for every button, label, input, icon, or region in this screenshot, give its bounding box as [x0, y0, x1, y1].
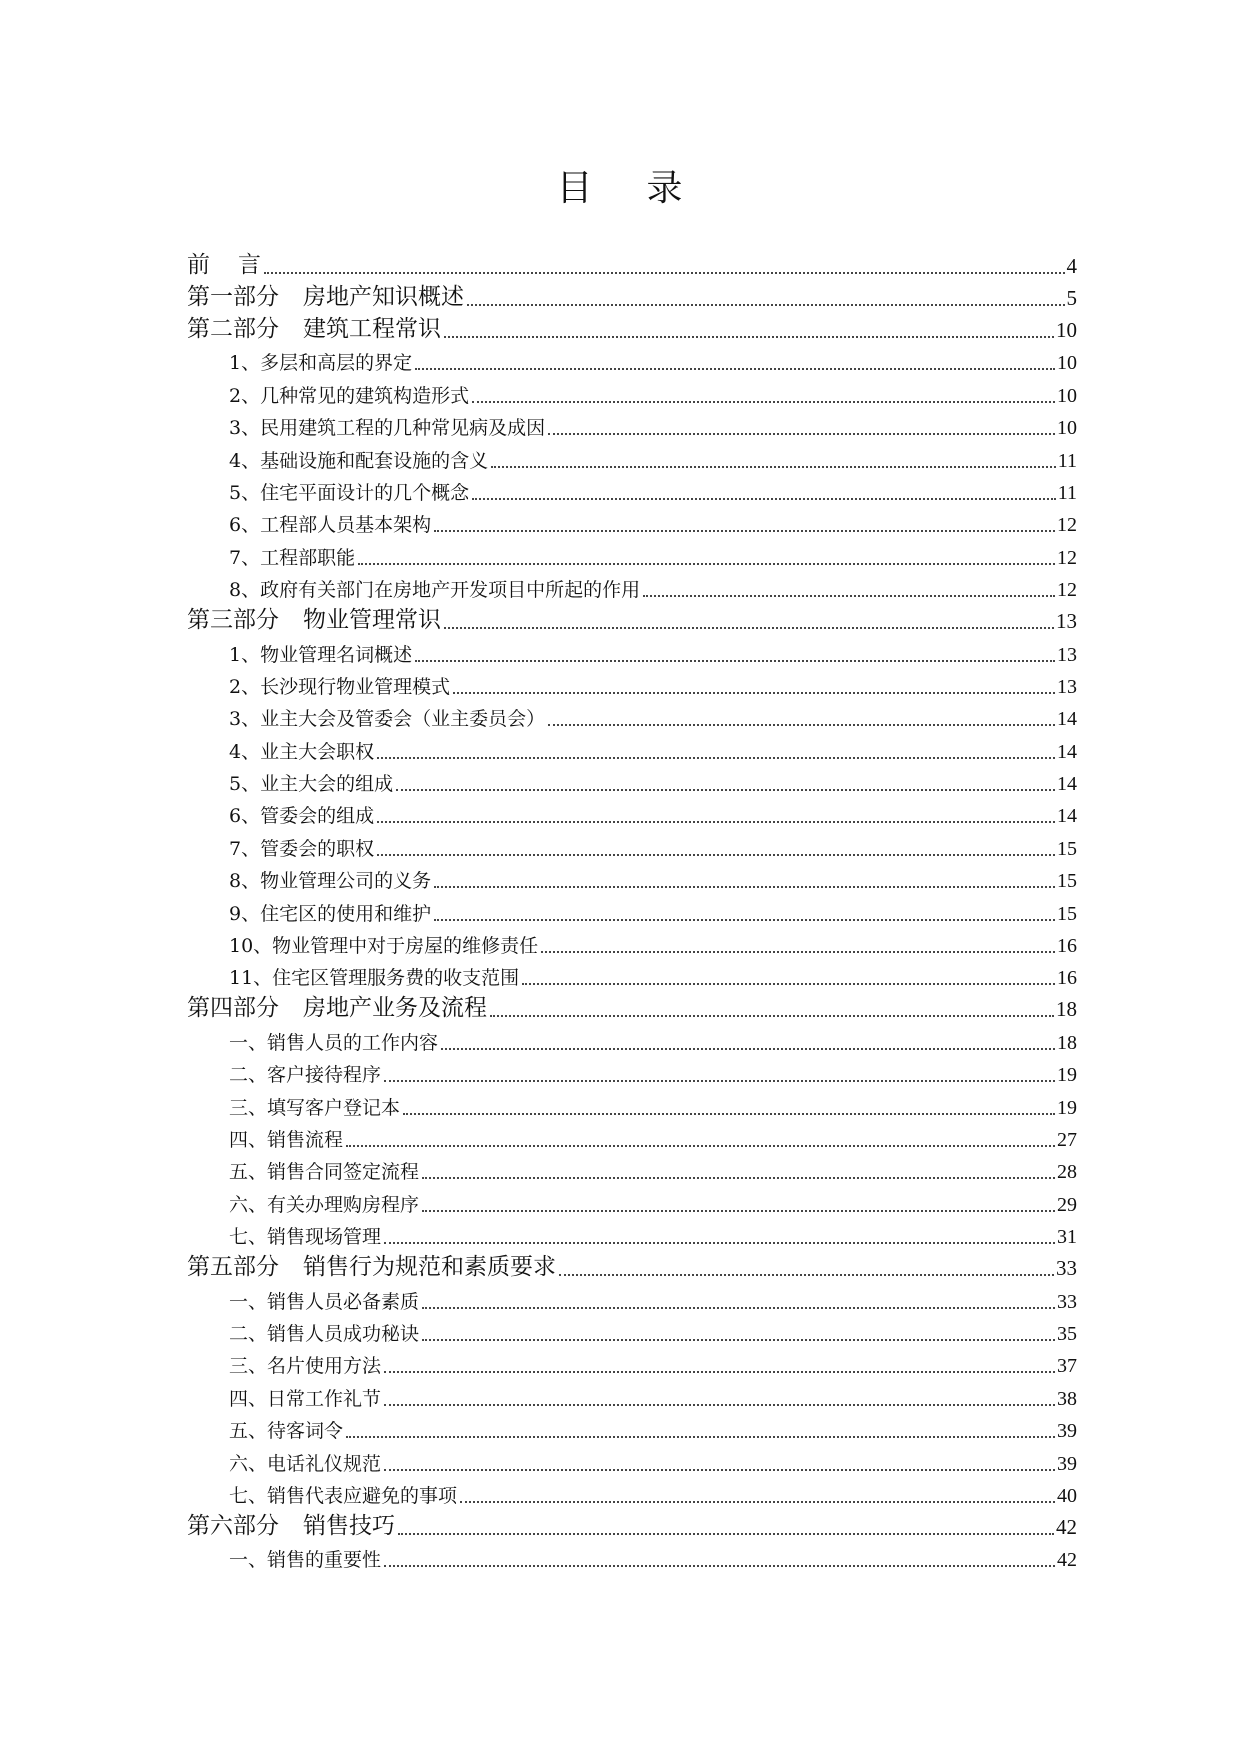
toc-section-entry[interactable]	[187, 602, 1077, 634]
dot-leader	[422, 1177, 1055, 1179]
toc-entry-label: 11、住宅区管理服务费的收支范围	[229, 967, 520, 990]
toc-subsection-entry[interactable]	[187, 375, 1077, 407]
toc-page-number: 39	[1057, 1452, 1077, 1475]
toc-page-number: 12	[1057, 514, 1077, 537]
dot-leader	[384, 1565, 1055, 1567]
dot-leader	[472, 401, 1055, 403]
toc-subsection-entry[interactable]	[187, 764, 1077, 796]
toc-page-number: 14	[1057, 708, 1077, 731]
dot-leader	[434, 886, 1055, 888]
toc-entry-label: 一、销售的重要性	[229, 1549, 382, 1572]
toc-page-number: 10	[1057, 352, 1077, 375]
dot-leader	[460, 1501, 1055, 1503]
toc-entry-label	[187, 601, 441, 634]
toc-entry-label: 7、工程部职能	[229, 546, 356, 569]
dot-leader	[396, 789, 1055, 791]
toc-part-number: 第六部分	[187, 1512, 279, 1539]
toc-part-number: 第五部分	[187, 1254, 279, 1281]
toc-page-number: 11	[1057, 449, 1077, 472]
dot-leader	[491, 466, 1056, 468]
toc-part-title: 销售技巧	[303, 1512, 395, 1539]
toc-subsection-entry[interactable]	[187, 1152, 1077, 1184]
dot-leader	[467, 304, 1065, 306]
toc-subsection-entry[interactable]	[187, 861, 1077, 893]
toc-page-number: 10	[1057, 384, 1077, 407]
toc-subsection-entry[interactable]	[187, 926, 1077, 958]
dot-leader	[384, 1404, 1055, 1406]
dot-leader	[377, 821, 1055, 823]
toc-page-number: 4	[1066, 254, 1077, 278]
toc-entry-label: 五、销售合同签定流程	[229, 1161, 420, 1184]
dot-leader	[384, 1080, 1055, 1082]
toc-part-title: 房地产知识概述	[303, 284, 464, 310]
toc-page-number: 18	[1056, 997, 1077, 1022]
toc-page-number: 38	[1057, 1387, 1077, 1410]
toc-page-number: 13	[1057, 675, 1077, 698]
toc-page-number: 27	[1057, 1128, 1077, 1151]
dot-leader	[490, 1015, 1054, 1017]
table-of-contents	[187, 247, 1077, 1572]
toc-part-title: 房地产业务及流程	[303, 995, 487, 1022]
toc-subsection-entry[interactable]	[187, 1217, 1077, 1249]
toc-entry-label: 7、管委会的职权	[229, 837, 375, 860]
toc-subsection-entry[interactable]	[187, 958, 1077, 990]
dot-leader	[422, 1210, 1055, 1212]
toc-entry-label: 一、销售人员必备素质	[229, 1290, 420, 1313]
toc-section-entry[interactable]	[187, 1249, 1077, 1281]
toc-entry-label: 二、客户接待程序	[229, 1064, 382, 1087]
toc-page-number: 37	[1057, 1355, 1077, 1378]
dot-leader	[541, 951, 1055, 953]
toc-entry-label	[187, 278, 464, 311]
toc-subsection-entry[interactable]	[187, 1540, 1077, 1572]
toc-entry-label: 七、销售代表应避免的事项	[229, 1484, 458, 1507]
toc-section-entry[interactable]	[187, 247, 1077, 279]
title-char-1: 目	[556, 168, 595, 209]
toc-page-number: 13	[1057, 643, 1077, 666]
toc-page-number: 33	[1056, 1256, 1077, 1281]
dot-leader	[415, 660, 1055, 662]
toc-page-number: 15	[1057, 837, 1077, 860]
toc-subsection-entry[interactable]	[187, 1120, 1077, 1152]
dot-leader	[358, 563, 1055, 565]
toc-part-title: 建筑工程常识	[303, 316, 441, 342]
toc-page-number: 12	[1057, 579, 1077, 602]
toc-subsection-entry[interactable]	[187, 1476, 1077, 1508]
toc-page-number: 42	[1056, 1514, 1077, 1539]
toc-page-number: 42	[1057, 1549, 1077, 1572]
toc-part-title: 言	[238, 252, 261, 278]
toc-entry-label: 三、填写客户登记本	[229, 1096, 401, 1119]
toc-page-number: 29	[1057, 1193, 1077, 1216]
toc-page-number: 18	[1057, 1031, 1077, 1054]
toc-entry-label: 9、住宅区的使用和维护	[229, 902, 432, 925]
toc-subsection-entry[interactable]	[187, 796, 1077, 828]
toc-page-number: 33	[1057, 1290, 1077, 1313]
toc-subsection-entry[interactable]	[187, 1184, 1077, 1216]
dot-leader	[444, 627, 1054, 629]
toc-section-entry[interactable]	[187, 1508, 1077, 1540]
toc-subsection-entry[interactable]	[187, 1346, 1077, 1378]
dot-leader	[643, 595, 1055, 597]
toc-page-number: 14	[1057, 805, 1077, 828]
toc-page-number: 16	[1057, 967, 1077, 990]
toc-subsection-entry[interactable]	[187, 634, 1077, 666]
toc-entry-label: 六、电话礼仪规范	[229, 1452, 382, 1475]
toc-subsection-entry[interactable]	[187, 1087, 1077, 1119]
toc-subsection-entry[interactable]	[187, 505, 1077, 537]
toc-part-title: 物业管理常识	[303, 607, 441, 634]
toc-entry-label	[187, 1248, 556, 1281]
toc-section-entry[interactable]	[187, 311, 1077, 343]
toc-page-number: 19	[1057, 1096, 1077, 1119]
toc-subsection-entry[interactable]	[187, 1281, 1077, 1313]
toc-entry-label: 1、多层和高层的界定	[229, 352, 413, 375]
toc-entry-label: 5、业主大会的组成	[229, 773, 394, 796]
toc-entry-label: 1、物业管理名词概述	[229, 643, 413, 666]
toc-entry-label: 一、销售人员的工作内容	[229, 1031, 439, 1054]
dot-leader	[472, 498, 1056, 500]
toc-entry-label: 5、住宅平面设计的几个概念	[229, 481, 470, 504]
toc-entry-label: 四、销售流程	[229, 1128, 344, 1151]
dot-leader	[444, 336, 1054, 338]
toc-entry-label: 五、待客词令	[229, 1420, 344, 1443]
dot-leader	[422, 1339, 1055, 1341]
toc-entry-label: 三、名片使用方法	[229, 1355, 382, 1378]
toc-entry-label	[187, 989, 487, 1022]
dot-leader	[264, 272, 1065, 274]
toc-entry-label: 3、业主大会及管委会（业主委员会）	[229, 708, 546, 731]
toc-subsection-entry[interactable]	[187, 1055, 1077, 1087]
toc-entry-label	[187, 246, 261, 279]
toc-part-number: 第二部分	[187, 316, 279, 342]
toc-part-number: 前	[187, 252, 210, 278]
toc-part-title: 销售行为规范和素质要求	[303, 1254, 556, 1281]
toc-subsection-entry[interactable]	[187, 731, 1077, 763]
toc-subsection-entry[interactable]	[187, 893, 1077, 925]
toc-entry-label: 二、销售人员成功秘诀	[229, 1322, 420, 1345]
toc-entry-label: 六、有关办理购房程序	[229, 1193, 420, 1216]
toc-page-number: 16	[1057, 935, 1077, 958]
toc-entry-label: 四、日常工作礼节	[229, 1387, 382, 1410]
toc-entry-label: 8、政府有关部门在房地产开发项目中所起的作用	[229, 579, 641, 602]
toc-subsection-entry[interactable]	[187, 440, 1077, 472]
dot-leader	[398, 1533, 1054, 1535]
toc-subsection-entry[interactable]	[187, 570, 1077, 602]
dot-leader	[346, 1436, 1055, 1438]
toc-page-number: 5	[1066, 286, 1077, 310]
toc-entry-label: 3、民用建筑工程的几种常见病及成因	[229, 417, 546, 440]
toc-page-number: 13	[1056, 609, 1077, 634]
toc-part-number: 第四部分	[187, 995, 279, 1022]
dot-leader	[434, 919, 1055, 921]
toc-subsection-entry[interactable]	[187, 667, 1077, 699]
title-char-2: 录	[646, 168, 685, 209]
toc-page-number: 28	[1057, 1161, 1077, 1184]
toc-entry-label	[187, 1507, 395, 1540]
toc-entry-label: 七、销售现场管理	[229, 1226, 382, 1249]
dot-leader	[415, 368, 1055, 370]
toc-subsection-entry[interactable]	[187, 1443, 1077, 1475]
toc-page-number: 31	[1057, 1226, 1077, 1249]
toc-page-number: 40	[1057, 1484, 1077, 1507]
toc-section-entry[interactable]	[187, 990, 1077, 1022]
toc-part-number: 第一部分	[187, 284, 279, 310]
dot-leader	[453, 692, 1055, 694]
toc-page-number: 14	[1057, 740, 1077, 763]
toc-subsection-entry[interactable]	[187, 828, 1077, 860]
dot-leader	[403, 1113, 1055, 1115]
toc-subsection-entry[interactable]	[187, 408, 1077, 440]
toc-entry-label: 6、管委会的组成	[229, 805, 375, 828]
toc-subsection-entry[interactable]	[187, 473, 1077, 505]
toc-entry-label: 4、基础设施和配套设施的含义	[229, 449, 489, 472]
toc-page-number: 10	[1057, 417, 1077, 440]
toc-page-number: 39	[1057, 1420, 1077, 1443]
toc-entry-label: 4、业主大会职权	[229, 740, 375, 763]
dot-leader	[559, 1274, 1054, 1276]
dot-leader	[434, 530, 1055, 532]
toc-subsection-entry[interactable]	[187, 343, 1077, 375]
dot-leader	[548, 724, 1055, 726]
dot-leader	[441, 1048, 1055, 1050]
toc-page-number: 15	[1057, 870, 1077, 893]
dot-leader	[422, 1307, 1055, 1309]
toc-page-number: 15	[1057, 902, 1077, 925]
toc-subsection-entry[interactable]	[187, 1314, 1077, 1346]
toc-subsection-entry[interactable]	[187, 1378, 1077, 1410]
dot-leader	[548, 433, 1055, 435]
toc-entry-label: 10、物业管理中对于房屋的维修责任	[229, 935, 539, 958]
toc-entry-label: 2、长沙现行物业管理模式	[229, 675, 451, 698]
dot-leader	[377, 854, 1055, 856]
toc-entry-label: 2、几种常见的建筑构造形式	[229, 384, 470, 407]
toc-page-number: 14	[1057, 773, 1077, 796]
page-title	[0, 160, 1241, 211]
toc-entry-label	[187, 310, 441, 343]
toc-entry-label: 8、物业管理公司的义务	[229, 870, 432, 893]
toc-subsection-entry[interactable]	[187, 1411, 1077, 1443]
toc-entry-label: 6、工程部人员基本架构	[229, 514, 432, 537]
toc-section-entry[interactable]	[187, 279, 1077, 311]
toc-subsection-entry[interactable]	[187, 1022, 1077, 1054]
toc-part-number: 第三部分	[187, 607, 279, 634]
toc-page-number: 35	[1057, 1322, 1077, 1345]
toc-subsection-entry[interactable]	[187, 537, 1077, 569]
dot-leader	[377, 757, 1055, 759]
toc-subsection-entry[interactable]	[187, 699, 1077, 731]
toc-page-number: 10	[1056, 318, 1077, 342]
dot-leader	[384, 1371, 1055, 1373]
toc-page-number: 12	[1057, 546, 1077, 569]
toc-page-number: 11	[1057, 481, 1077, 504]
dot-leader	[346, 1145, 1055, 1147]
dot-leader	[384, 1242, 1055, 1244]
toc-page-number: 19	[1057, 1064, 1077, 1087]
dot-leader	[384, 1469, 1055, 1471]
dot-leader	[522, 983, 1055, 985]
